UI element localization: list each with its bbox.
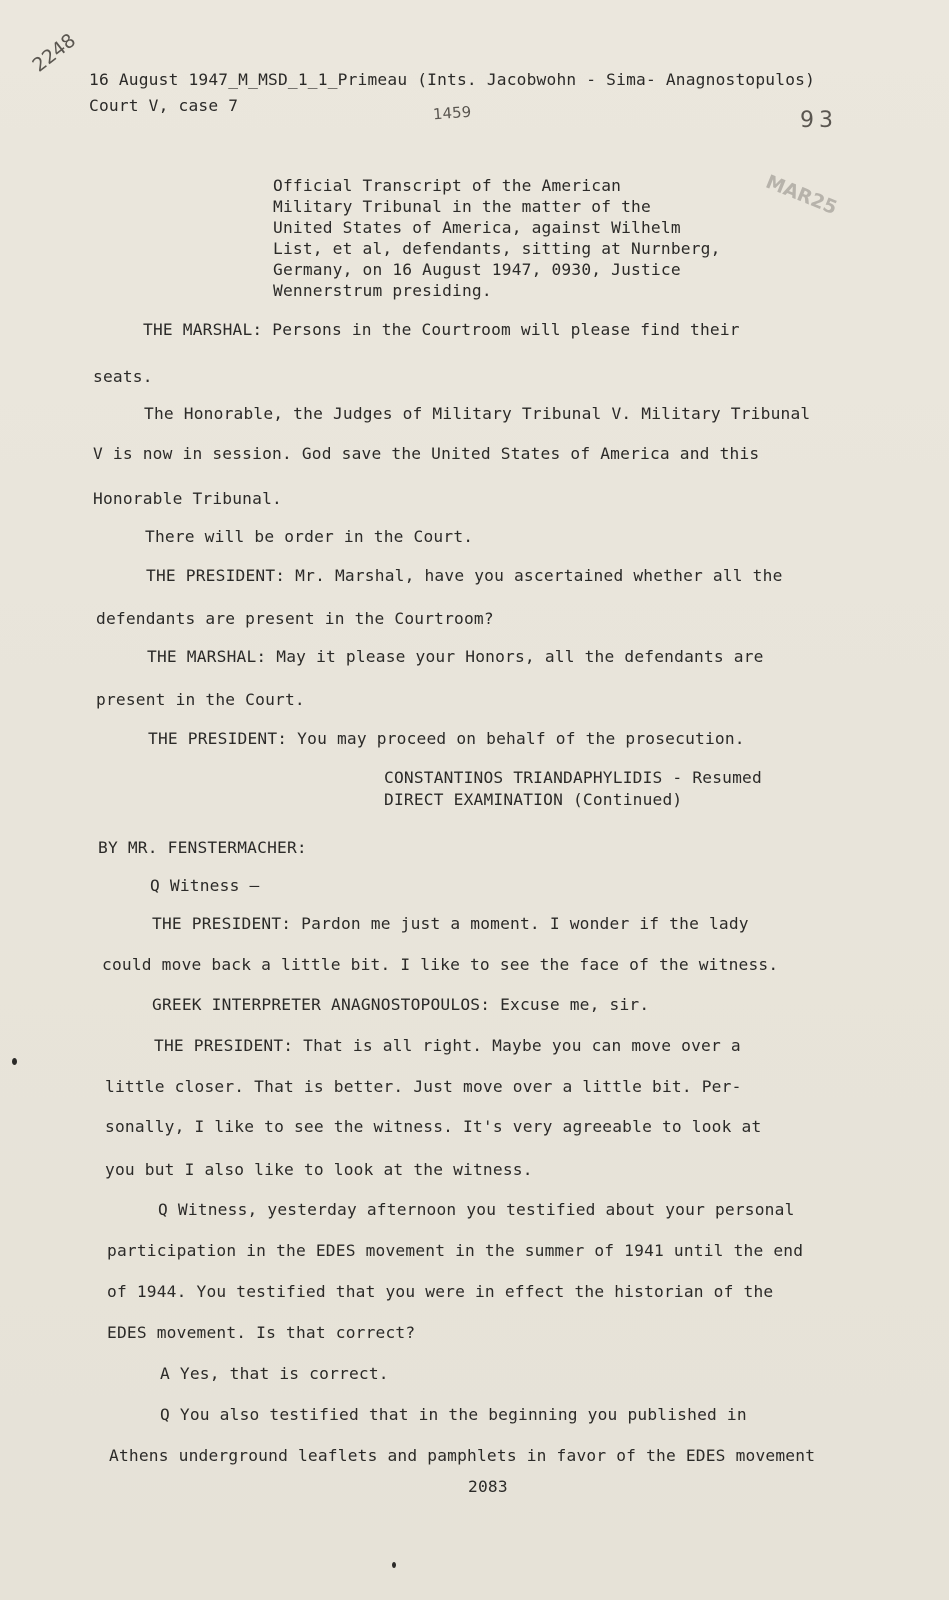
body-line: EDES movement. Is that correct? — [107, 1323, 416, 1342]
caption-line: Official Transcript of the American — [273, 176, 622, 195]
body-line: There will be order in the Court. — [145, 527, 474, 546]
body-line: Q Witness — — [150, 876, 260, 895]
body-line: THE PRESIDENT: You may proceed on behalf of the prosecution. — [148, 729, 745, 748]
body-line: seats. — [93, 367, 153, 386]
body-line: Q You also testified that in the beginning you published in — [160, 1405, 747, 1424]
body-line: BY MR. FENSTERMACHER: — [98, 838, 307, 857]
header-line-1: 16 August 1947_M_MSD_1_1_Primeau (Ints. Jacobwohn - Sima- Anagnostopulos) — [89, 70, 816, 89]
header-line-2: Court V, case 7 — [89, 96, 239, 115]
caption-line: United States of America, against Wilhelm — [273, 218, 681, 237]
body-line: Athens underground leaflets and pamphlets in favor of the EDES movement — [109, 1446, 816, 1465]
body-line: THE PRESIDENT: Mr. Marshal, have you ascertained whether all the — [146, 566, 783, 585]
date-stamp: MAR25 — [762, 170, 841, 220]
body-line: V is now in session. God save the United States of America and this — [93, 444, 760, 463]
caption-line: List, et al, defendants, sitting at Nurnberg, — [273, 239, 721, 258]
body-line: Q Witness, yesterday afternoon you testified about your personal — [158, 1200, 795, 1219]
body-line: defendants are present in the Courtroom? — [96, 609, 494, 628]
margin-ink-dot — [12, 1058, 17, 1065]
body-line: A Yes, that is correct. — [160, 1364, 389, 1383]
witness-heading-line: CONSTANTINOS TRIANDAPHYLIDIS - Resumed — [384, 768, 762, 787]
body-line: THE MARSHAL: May it please your Honors, all the defendants are — [147, 647, 764, 666]
caption-line: Germany, on 16 August 1947, 0930, Justice — [273, 260, 681, 279]
body-line: THE PRESIDENT: Pardon me just a moment. I wonder if the lady — [152, 914, 749, 933]
bottom-ink-mark — [392, 1562, 396, 1568]
body-line: GREEK INTERPRETER ANAGNOSTOPOULOS: Excuse me, sir. — [152, 995, 650, 1014]
corner-handwritten-number: 2248 — [28, 29, 81, 77]
body-line: participation in the EDES movement in the summer of 1941 until the end — [107, 1241, 804, 1260]
body-line: Honorable Tribunal. — [93, 489, 282, 508]
body-line: THE MARSHAL: Persons in the Courtroom will please find their — [143, 320, 740, 339]
body-line: could move back a little bit. I like to see the face of the witness. — [102, 955, 779, 974]
body-line: The Honorable, the Judges of Military Tribunal V. Military Tribunal — [144, 404, 811, 423]
page-reference-handwritten: 1459 — [432, 102, 472, 124]
body-line: of 1944. You testified that you were in effect the historian of the — [107, 1282, 774, 1301]
page-number: 2083 — [468, 1477, 508, 1496]
witness-heading-line: DIRECT EXAMINATION (Continued) — [384, 790, 683, 809]
body-line: present in the Court. — [96, 690, 305, 709]
body-line: you but I also like to look at the witness. — [105, 1160, 533, 1179]
caption-line: Wennerstrum presiding. — [273, 281, 492, 300]
sheet-number-handwritten: 93 — [800, 108, 838, 133]
caption-line: Military Tribunal in the matter of the — [273, 197, 651, 216]
body-line: THE PRESIDENT: That is all right. Maybe you can move over a — [154, 1036, 741, 1055]
body-line: little closer. That is better. Just move over a little bit. Per- — [105, 1077, 742, 1096]
body-line: sonally, I like to see the witness. It's very agreeable to look at — [105, 1117, 762, 1136]
